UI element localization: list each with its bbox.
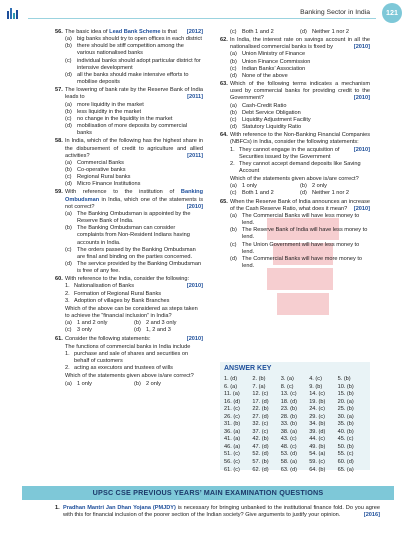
option-text: Union Finance Commission <box>242 58 311 65</box>
question-text <box>65 87 203 101</box>
question <box>55 29 203 86</box>
answer-entry: 65. (a) <box>337 466 354 473</box>
option-text: 2 and 3 only <box>146 320 177 327</box>
option-label: (c) <box>230 116 237 123</box>
option-label: (a) <box>230 51 237 58</box>
statement-text: Adoption of villages by Bank Branches <box>74 297 170 304</box>
option-text: 2 only <box>146 380 161 387</box>
question-text <box>65 336 203 343</box>
question <box>55 189 203 275</box>
statement-item <box>65 283 187 290</box>
answer-entry: 26. (c) <box>224 413 240 420</box>
question <box>55 138 203 188</box>
option-label: (c) <box>65 174 72 181</box>
answer-option <box>300 183 370 190</box>
answer-entry: 18. (d) <box>280 398 297 405</box>
option-text: The Banking Ombudsman is appointed by the Reserve Bank of India. <box>77 210 191 225</box>
answer-entry: 10. (b) <box>337 383 354 390</box>
question-body <box>65 336 203 388</box>
answer-entry: 52. (d) <box>252 451 269 458</box>
option-label: (d) <box>230 255 237 262</box>
option-label: (a) <box>230 183 237 190</box>
option-label: (c) <box>230 190 237 197</box>
question-stem: Consider the following statements: <box>65 335 151 342</box>
option-text: individual banks should adopt particular district for intensive development <box>77 57 201 71</box>
answer-option <box>65 225 203 246</box>
mains-section-banner <box>22 486 394 500</box>
option-label: (a) <box>65 101 72 108</box>
answer-option <box>65 327 134 334</box>
answer-entry: 9. (b) <box>309 383 323 390</box>
question-text <box>230 81 370 102</box>
answer-entry: 29. (c) <box>309 413 326 420</box>
statement-number: 2. <box>65 290 70 297</box>
answer-entry: 42. (b) <box>252 436 269 443</box>
question-number: 64. <box>220 132 228 139</box>
question-number <box>220 29 230 36</box>
question-number: 56. <box>55 29 63 35</box>
question-text <box>230 37 370 51</box>
answer-option <box>230 29 300 36</box>
option-text: 2 only <box>312 183 327 190</box>
answer-option <box>65 109 203 116</box>
option-label: (a) <box>65 159 72 166</box>
answer-option <box>230 110 370 117</box>
answer-entry: 11. (a) <box>224 391 240 398</box>
option-text: Both 1 and 2 <box>242 29 274 35</box>
option-text: 1, 2 and 3 <box>146 327 171 334</box>
header-rule <box>28 18 376 19</box>
answer-entry: 58. (a) <box>280 458 297 465</box>
answer-entry: 20. (a) <box>337 398 354 405</box>
answer-option <box>230 124 370 131</box>
question-stem: In India, which of the following has the highest share in the disbursement of credit to agriculture and allied activities? <box>65 138 203 159</box>
page-header <box>0 0 416 26</box>
question-stem: The basic idea of <box>65 29 110 35</box>
mains-question <box>55 505 380 519</box>
answer-option <box>230 66 370 73</box>
answer-entry: 56. (c) <box>224 458 240 465</box>
answer-entry: 7. (a) <box>252 383 266 390</box>
answer-option <box>134 320 203 327</box>
answer-entry: 12. (c) <box>252 391 269 398</box>
answer-option <box>230 256 370 270</box>
option-text: None of the above <box>242 72 288 79</box>
answer-option <box>65 102 203 109</box>
left-question-column <box>55 29 203 389</box>
question <box>55 336 203 388</box>
question-stem: With reference to the institution of <box>65 189 181 196</box>
answer-entry: 60. (d) <box>337 458 354 465</box>
option-text: The Commercial Banks will have more money to lend. <box>242 255 362 269</box>
answer-entry: 62. (d) <box>252 466 269 473</box>
option-label: (c) <box>65 246 72 253</box>
option-text: 1 and 2 only <box>77 320 108 327</box>
answer-entry: 19. (b) <box>309 398 326 405</box>
answer-option <box>65 167 203 174</box>
option-text: Micro Finance Institutions <box>77 181 141 188</box>
statement-number: 2. <box>230 160 235 167</box>
option-label: (a) <box>230 212 237 219</box>
question-body <box>230 132 370 197</box>
option-label: (c) <box>230 241 237 248</box>
answer-entry: 13. (c) <box>280 391 297 398</box>
option-label: (c) <box>230 29 237 35</box>
answer-entry: 37. (c) <box>252 428 269 435</box>
right-question-column <box>220 29 370 271</box>
option-text: 3 only <box>77 327 92 334</box>
answer-key-box <box>220 362 370 473</box>
option-text: Regional Rural banks <box>77 174 131 181</box>
question-number: 1. <box>55 505 60 511</box>
option-text: no change in the liquidity in the market <box>77 115 173 122</box>
question <box>55 87 203 137</box>
option-label: (d) <box>65 71 72 78</box>
option-text: Union Ministry of Finance <box>242 51 306 58</box>
answer-entry: 14. (c) <box>309 391 326 398</box>
option-text: big banks should try to open offices in each district <box>77 36 202 43</box>
option-label: (b) <box>300 183 307 190</box>
option-label: (b) <box>65 166 72 173</box>
answer-entry: 44. (c) <box>309 436 326 443</box>
answer-entry: 36. (a) <box>224 428 241 435</box>
question <box>55 276 203 334</box>
answer-option <box>134 381 203 388</box>
answer-entry: 22. (b) <box>252 406 269 413</box>
option-text: 1 only <box>77 380 92 387</box>
option-text: Co-operative banks <box>77 166 126 173</box>
answer-option <box>230 190 300 197</box>
question-body <box>230 199 370 271</box>
answer-option <box>65 43 203 57</box>
option-label: (b) <box>134 380 141 387</box>
key-term: Banking Ombudsman <box>65 189 203 203</box>
option-label: (d) <box>300 29 307 35</box>
answer-option <box>300 29 370 36</box>
question-stem-cont: is that <box>160 29 177 35</box>
question <box>220 199 370 271</box>
option-text: Indian Banks’ Association <box>242 65 306 72</box>
question-prompt: Which of the above can be considered as steps taken to achieve the “financial inclusion” in India? <box>65 305 198 320</box>
question-stem: In India, the interest rate on savings account in all the nationalised commercial banks is fixed by <box>230 37 370 51</box>
answer-option <box>65 160 203 167</box>
statement-number: 2. <box>65 365 70 372</box>
option-label: (d) <box>65 181 72 188</box>
page-number: 121 <box>382 3 402 23</box>
statement-item <box>65 291 203 298</box>
answer-option <box>230 103 370 110</box>
option-label: (a) <box>65 380 72 387</box>
question-body <box>230 29 370 36</box>
question-year: [2010] <box>186 203 203 210</box>
answer-entry: 38. (a) <box>280 428 297 435</box>
answer-option <box>65 174 203 181</box>
question-text: is necessary for bringing unbanked to the institutional finance fold. Do you agree with this for financial inclusion of the poorer section of the Indian society? Give arguments to justify your opinion. <box>63 505 380 519</box>
question-body <box>230 37 370 80</box>
option-row <box>65 381 203 388</box>
question-number: 60. <box>55 276 63 283</box>
answer-entry: 43. (c) <box>280 436 297 443</box>
answer-option <box>65 36 203 43</box>
answer-entry: 57. (b) <box>252 458 269 465</box>
statement-text: purchase and sale of shares and securities on behalf of customers <box>74 350 189 365</box>
question-year: [2011] <box>187 94 203 101</box>
statement-text: They cannot engage in the acquisition of Securities issued by the Government <box>239 146 340 160</box>
answer-entry: 61. (c) <box>224 466 240 473</box>
question-number: 58. <box>55 138 63 145</box>
answer-entry: 34. (b) <box>309 421 326 428</box>
option-text: Commercial Banks <box>77 159 124 166</box>
question-prompt: Which of the statements given above is/are correct? <box>65 373 194 380</box>
option-text: The Reserve Bank of India will have less money to lend. <box>242 227 368 241</box>
statement-item <box>230 161 370 175</box>
answer-option <box>65 211 203 225</box>
answer-option <box>230 242 370 256</box>
option-text: mobilisation of more deposits by commercial banks <box>77 123 188 137</box>
answer-entry: 39. (d) <box>309 428 326 435</box>
option-text: all the banks should make intensive efforts to mobilise deposits <box>77 71 189 86</box>
statement-text: acting as executors and trustees of wills <box>74 365 173 372</box>
answer-entry: 55. (c) <box>337 451 354 458</box>
answer-entry: 24. (c) <box>309 406 326 413</box>
answer-option <box>230 117 370 124</box>
question-number: 62. <box>220 37 228 44</box>
option-label: (b) <box>65 225 72 232</box>
option-label: (c) <box>230 65 237 72</box>
statement-text: Nationalisation of Banks <box>74 283 135 290</box>
answer-entry: 28. (b) <box>280 413 297 420</box>
answer-entry: 6. (a) <box>224 383 238 390</box>
answer-entry: 63. (d) <box>280 466 297 473</box>
answer-entry: 17. (d) <box>252 398 269 405</box>
option-text: Both 1 and 2 <box>242 190 274 197</box>
question-text <box>230 199 370 213</box>
answer-option <box>230 51 370 58</box>
answer-entry: 47. (d) <box>252 443 269 450</box>
mains-section-title: UPSC CSE PREVIOUS YEARS’ MAIN EXAMINATION QUESTIONS <box>92 488 324 497</box>
option-label: (a) <box>65 36 72 43</box>
option-label: (d) <box>65 123 72 130</box>
option-label: (d) <box>300 190 307 197</box>
option-label: (a) <box>230 102 237 109</box>
answer-option <box>230 59 370 66</box>
answer-entry: 16. (d) <box>224 398 241 405</box>
option-label: (b) <box>230 109 237 116</box>
answer-entry: 54. (a) <box>309 451 326 458</box>
option-text: Debt Service Obligation <box>242 109 301 116</box>
question-year: [2012] <box>186 29 203 35</box>
option-label: (b) <box>230 227 237 234</box>
answer-option <box>65 123 203 137</box>
option-text: Cash-Credit Ratio <box>242 102 287 109</box>
option-text: The Commercial Banks will have less money to lend. <box>242 212 360 227</box>
question-year: [2010] <box>353 205 370 212</box>
question-year: [2010] <box>353 146 370 153</box>
question-body <box>65 29 203 86</box>
answer-option <box>230 213 370 227</box>
question-number: 65. <box>220 198 228 205</box>
chapter-title: Banking Sector in India <box>300 9 370 16</box>
answer-entry: 8. (c) <box>280 383 294 390</box>
option-label: (d) <box>65 261 72 267</box>
option-label: (b) <box>134 320 141 327</box>
option-row <box>230 29 370 36</box>
question-body <box>65 189 203 275</box>
answer-entry: 25. (b) <box>337 406 354 413</box>
question-text <box>65 29 203 36</box>
option-row <box>65 327 203 334</box>
answer-option <box>65 320 134 327</box>
option-label: (b) <box>65 108 72 115</box>
scheme-name: Pradhan Mantri Jan Dhan Yojana (PMJDY) <box>63 505 176 511</box>
answer-entry: 15. (b) <box>337 391 354 398</box>
option-text: more liquidity in the market <box>77 101 144 108</box>
option-label: (d) <box>230 124 237 131</box>
answer-entry: 31. (b) <box>224 421 241 428</box>
answer-entry: 50. (b) <box>337 443 354 450</box>
option-label: (c) <box>65 327 72 334</box>
question-stem: When the Reserve Bank of India announces an increase of the Cash Reserve Ratio, what does it mean? <box>230 198 370 212</box>
answer-entry: 45. (c) <box>337 436 354 443</box>
question-text <box>65 189 203 210</box>
answer-option <box>230 183 300 190</box>
answer-entry: 30. (a) <box>337 413 354 420</box>
option-text: less liquidity in the market <box>77 108 142 115</box>
question-text <box>65 138 203 159</box>
answer-entry: 46. (a) <box>224 443 241 450</box>
option-row <box>230 183 370 190</box>
question-subtext: The functions of commercial banks in India include <box>65 343 191 350</box>
answer-option <box>65 116 203 123</box>
answer-option <box>230 73 370 80</box>
answer-option <box>65 72 203 86</box>
publisher-logo-icon <box>6 6 20 20</box>
answer-option <box>230 227 370 241</box>
question-stem: Which of the following terms indicates a mechanism used by commercial banks for providing credit to the Government? <box>230 81 370 102</box>
answer-entry: 27. (d) <box>252 413 269 420</box>
answer-option <box>65 261 203 275</box>
question-number: 57. <box>55 87 63 94</box>
question-stem: With reference to the Non-Banking Financial Companies (NBFCs) in India, consider the following statements: <box>230 132 370 146</box>
answer-entry: 59. (c) <box>309 458 326 465</box>
option-text: 1 only <box>242 183 257 190</box>
question <box>220 81 370 131</box>
answer-option <box>134 327 203 334</box>
option-label: (d) <box>134 327 141 334</box>
answer-entry: 35. (b) <box>337 421 354 428</box>
statement-item <box>65 351 203 365</box>
option-text: The service provided by the Banking Ombudsman is free of any fee. <box>77 261 202 275</box>
question-year: [2010] <box>353 44 370 51</box>
option-text: The orders passed by the Banking Ombudsman are final and binding on the parties concerned. <box>77 246 196 260</box>
answer-key-grid <box>220 376 370 474</box>
statement-number: 1. <box>65 350 70 357</box>
question <box>220 37 370 80</box>
option-text: The Banking Ombudsman can consider complaints from Non-Resident Indians having accounts in India. <box>77 225 190 246</box>
statement-item <box>65 365 203 372</box>
question-body <box>65 276 203 334</box>
option-label: (d) <box>230 72 237 79</box>
question-year: [2016] <box>363 512 380 519</box>
question-number: 61. <box>55 335 63 342</box>
key-term: Lead Bank Scheme <box>109 29 161 35</box>
answer-entry: 32. (c) <box>252 421 269 428</box>
question-stem: The lowering of bank rate by the Reserve Bank of India leads to <box>65 87 203 101</box>
question-number: 63. <box>220 81 228 88</box>
statement-item <box>65 298 203 305</box>
question-year: [2010] <box>186 283 203 290</box>
statement-number: 1. <box>230 146 235 153</box>
option-text: Liquidity Adjustment Facility <box>242 116 311 123</box>
option-label: (a) <box>65 320 72 327</box>
question-year: [2011] <box>187 152 203 159</box>
question-year: [2010] <box>353 95 370 102</box>
statement-number: 1. <box>65 283 70 290</box>
option-text: Neither 1 nor 2 <box>312 29 350 35</box>
question-number: 59. <box>55 189 63 196</box>
question-body <box>230 81 370 131</box>
answer-entry: 1. (d) <box>224 375 238 382</box>
option-label: (c) <box>65 115 72 122</box>
statement-item <box>230 147 354 161</box>
answer-option <box>65 247 203 261</box>
answer-entry: 51. (c) <box>224 451 240 458</box>
question <box>220 132 370 197</box>
answer-entry: 40. (b) <box>337 428 354 435</box>
option-text: Statutory Liquidity Ratio <box>242 124 302 131</box>
answer-option <box>65 181 203 188</box>
question <box>220 29 370 36</box>
answer-option <box>65 381 134 388</box>
option-label: (b) <box>65 43 72 50</box>
option-label: (a) <box>65 210 72 217</box>
option-row <box>230 190 370 197</box>
answer-entry: 53. (d) <box>280 451 297 458</box>
answer-option <box>65 58 203 72</box>
answer-entry: 33. (b) <box>280 421 297 428</box>
answer-entry: 41. (a) <box>224 436 241 443</box>
answer-entry: 2. (b) <box>252 375 266 382</box>
answer-entry: 5. (b) <box>337 375 351 382</box>
question-body <box>65 87 203 137</box>
option-label: (c) <box>65 57 72 64</box>
answer-entry: 3. (a) <box>280 375 294 382</box>
answer-entry: 48. (c) <box>280 443 297 450</box>
answer-entry: 21. (c) <box>224 406 240 413</box>
answer-option <box>300 190 370 197</box>
question-stem-cont: in India, which one of the statements is not correct? <box>65 196 203 210</box>
question-stem: With reference to the India, consider the following: <box>65 276 190 283</box>
answer-key-title: ANSWER KEY <box>224 365 272 372</box>
statement-number: 3. <box>65 297 70 304</box>
statement-text: Formation of Regional Rural Banks <box>74 290 162 297</box>
answer-entry: 4. (c) <box>309 375 322 382</box>
option-row <box>65 320 203 327</box>
question-body <box>65 138 203 188</box>
option-text: Neither 1 nor 2 <box>312 190 350 197</box>
statement-text: They cannot accept demand deposits like Saving Account <box>239 160 361 174</box>
answer-entry: 23. (b) <box>280 406 297 413</box>
option-label: (b) <box>230 58 237 65</box>
question-prompt: Which of the statements given above is/are correct? <box>230 176 359 183</box>
answer-entry: 49. (b) <box>309 443 326 450</box>
option-text: The Union Government will have less money to lend. <box>242 241 360 255</box>
question-year: [2010] <box>186 335 203 342</box>
answer-entry: 64. (b) <box>309 466 326 473</box>
option-text: there should be stiff competition among the various nationalised banks <box>77 43 184 57</box>
